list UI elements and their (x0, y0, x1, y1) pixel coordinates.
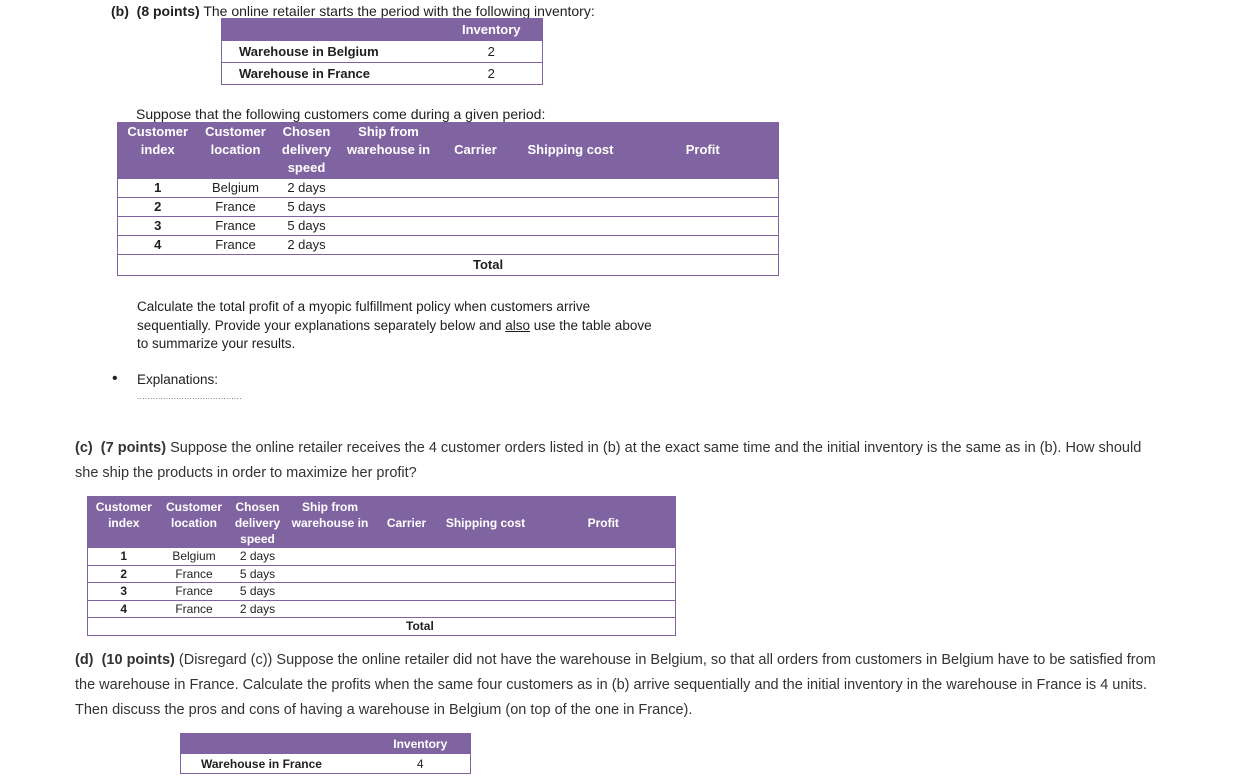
part-c-text: (c) (7 points) Suppose the online retailer receives the 4 customer orders listed in (b) at the exact same time and the initial inventory is the same as in (b). How should she ship the products in order to maximize her profit? (75, 440, 1142, 481)
explanation-dots: ........................................ (137, 392, 242, 401)
inventory-header: Inventory (441, 19, 543, 41)
inventory-value: 4 (371, 754, 471, 774)
col-customer-location: Customer location (198, 123, 274, 179)
col-profit: Profit (628, 123, 779, 179)
col-profit: Profit (532, 497, 676, 548)
table-row: 3 France 5 days (88, 583, 676, 601)
total-row (118, 255, 779, 276)
table-header-row (222, 19, 543, 41)
explanations-label: Explanations: (137, 372, 219, 387)
table-row (181, 754, 471, 774)
total-label: Total (473, 257, 504, 272)
table-row (222, 63, 543, 85)
table-row: 1 Belgium 2 days (118, 179, 779, 198)
col-delivery-speed: Chosen delivery speed (274, 123, 340, 179)
customer-table-c (87, 496, 676, 636)
inventory-value: 2 (441, 41, 543, 63)
table-row: 2 France 5 days (118, 198, 779, 217)
col-ship-from: Ship from warehouse in (340, 123, 438, 179)
inventory-table-b (221, 18, 543, 85)
col-shipping-cost: Shipping cost (440, 497, 532, 548)
part-d-text: (d) (10 points) (Disregard (c)) Suppose the online retailer did not have the warehouse in Belgium, so that all orders from customers in Belgium have to be satisfied from the warehouse in France. Calculate the profits when the same four customers as in (b) arrive sequentially and the initial inventory in the warehouse in France is 4 units. Then discuss the pros and cons of having a warehouse in Belgium (on top of the one in France). (75, 652, 1156, 718)
warehouse-name: Warehouse in France (222, 63, 441, 85)
inventory-table-d (180, 733, 471, 774)
part-b-label: (b) (111, 3, 129, 19)
table-row: 1 Belgium 2 days (88, 548, 676, 566)
table-row (222, 41, 543, 63)
warehouse-name: Warehouse in Belgium (222, 41, 441, 63)
col-customer-location: Customer location (160, 497, 229, 548)
warehouse-name: Warehouse in France (181, 754, 371, 774)
calc-text: Calculate the total profit of a myopic fulfillment policy when customers arrive sequentially. Provide your explanations separately below and also use the table above to summarize your results. (137, 299, 652, 351)
col-customer-index: Customer index (118, 123, 198, 179)
bullet-icon: • (112, 370, 118, 387)
part-b-intro: The online retailer starts the period with the following inventory: (203, 3, 595, 19)
total-row (88, 618, 676, 636)
table-row: 2 France 5 days (88, 565, 676, 583)
total-label: Total (406, 619, 434, 633)
table-header-row (88, 497, 676, 548)
col-shipping-cost: Shipping cost (514, 123, 628, 179)
suppose-text: Suppose that the following customers come during a given period: (136, 106, 546, 122)
table-row: 4 France 2 days (118, 236, 779, 255)
table-header-row (181, 734, 471, 754)
table-header-row (118, 123, 779, 179)
col-customer-index: Customer index (88, 497, 160, 548)
col-carrier: Carrier (374, 497, 440, 548)
table-row: 4 France 2 days (88, 600, 676, 618)
part-b-points: (8 points) (136, 3, 200, 19)
table-row: 3 France 5 days (118, 217, 779, 236)
inventory-value: 2 (441, 63, 543, 85)
inventory-header: Inventory (371, 734, 471, 754)
col-ship-from: Ship from warehouse in (287, 497, 374, 548)
customer-table-b (117, 122, 779, 276)
col-delivery-speed: Chosen delivery speed (229, 497, 287, 548)
col-carrier: Carrier (438, 123, 514, 179)
